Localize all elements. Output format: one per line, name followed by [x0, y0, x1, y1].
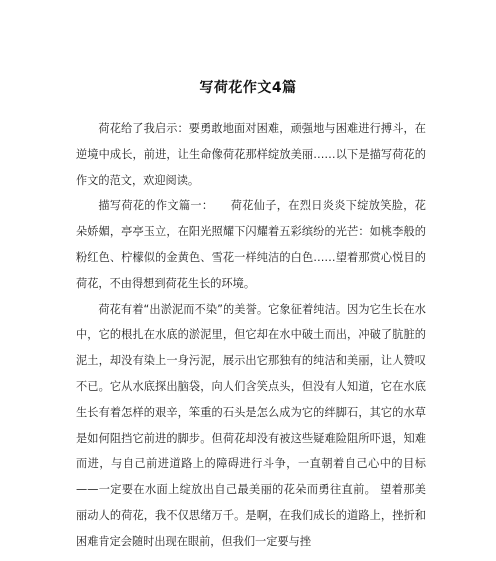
paragraph-essay-one: 描写荷花的作文篇一： 荷花仙子，在烈日炎炎下绽放笑脸，花朵娇媚，亭亭玉立，在阳光照耀下闪耀着五彩缤纷的光芒：如桃李般的粉红色、柠檬似的金黄色、雪花一样纯洁的白色……望着那赏心悦目的荷花，不由得想到荷花生长的环境。: [76, 199, 426, 290]
document-body: [76, 116, 426, 555]
paragraph-lotus-purity: 荷花有着“出淤泥而不染”的美誉。它象征着纯洁。因为它生长在水中，它的根扎在水底的淤泥里，但它却在水中破土而出，冲破了肮脏的泥土，却没有染上一身污泥，展示出它那独有的纯洁和美丽，让人赞叹不已。它从水底探出脑袋，向人们含笑点头，但没有人知道，它在水底生长有着怎样的艰辛，笨重的石头是怎么成为它的绊脚石，其它的水草是如何阻挡它前进的脚步。但荷花却没有被这些疑难险阻所吓退，知难而进，与自己前进道路上的障碍进行斗争，一直朝着自己心中的目标——一定要在水面上绽放出自己最美丽的花朵而勇往直前。 望着那美丽动人的荷花，我不仅思绪万千。是啊，在我们成长的道路上，挫折和困难肯定会随时出现在眼前，但我们一定要与挫: [76, 302, 426, 548]
document-title: 写荷花作文4篇: [199, 80, 297, 96]
paragraph-intro: 荷花给了我启示：要勇敢地面对困难，顽强地与困难进行搏斗，在逆境中成长，前进，让生命像荷花那样绽放美丽……以下是描写荷花的作文的范文，欢迎阅读。: [76, 122, 426, 187]
